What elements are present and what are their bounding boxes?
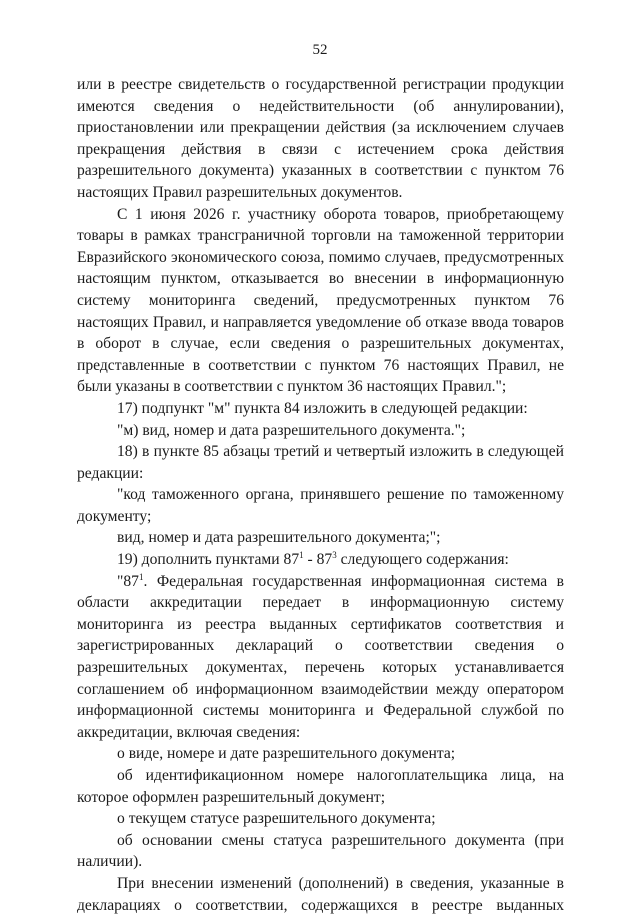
paragraph-text: следующего содержания:: [336, 551, 509, 569]
paragraph: вид, номер и дата разрешительного документа;";: [117, 529, 441, 547]
paragraph: об основании смены статуса разрешительного документа (при наличии).: [77, 831, 564, 871]
paragraph: [77, 571, 564, 744]
paragraph: или в реестре свидетельств о государственной регистрации продукции имеются сведения о недействительности (об аннулировании), приостановлении или прекращении действия (за исключением случаев прекращения действия в связи с истечением срока действия разрешительного документа) указанных в соответствии с пунктом 76 настоящих Правил разрешительных документов.: [77, 76, 564, 201]
paragraph: об идентификационном номере налогоплательщика лица, на которое оформлен разрешительный документ;: [77, 767, 564, 806]
paragraph-text: 19) дополнить пунктами 87: [117, 551, 300, 569]
superscript: 3: [332, 549, 337, 560]
paragraph: 18) в пункте 85 абзацы третий и четвертый изложить в следующей редакции:: [77, 443, 564, 482]
superscript: 1: [138, 571, 144, 582]
page-number: 52: [312, 42, 328, 58]
superscript: 1: [299, 549, 304, 560]
body-text: [77, 74, 564, 916]
paragraph: "код таможенного органа, принявшего решение по таможенному документу;: [77, 486, 564, 525]
paragraph: С 1 июня 2026 г. участнику оборота товаров, приобретающему товары в рамках трансграничной торговли на таможенной территории Евразийского экономического союза, помимо случаев, предусмотренных настоящим пунктом, отказывается во внесении в информационную систему мониторинга сведений, предусмотренных пунктом 76 настоящих Правил, и направляется уведомление об отказе ввода товаров в оборот в случае, если сведения о разрешительных документах, представленные в соответствии с пунктом 76 настоящих Правил, не были указаны в соответствии с пунктом 36 настоящих Правил.";: [77, 205, 564, 396]
paragraph: [77, 549, 564, 571]
paragraph-text: "87: [117, 572, 139, 590]
paragraph-text: . Федеральная государственная информационная система в области аккредитации передает в информационную систему мониторинга из реестра выданных сертификатов соответствия и зарегистрированных деклараций о соответствии сведения о разрешительных документах, перечень которых устанавливается соглашением об информационном взаимодействии между оператором информационной системы мониторинга и Федеральной службой по аккредитации, включая сведения:: [77, 572, 564, 741]
paragraph: о виде, номере и дате разрешительного документа;: [117, 745, 456, 763]
paragraph: "м) вид, номер и дата разрешительного документа.";: [117, 421, 466, 439]
paragraph: 17) подпункт "м" пункта 84 изложить в следующей редакции:: [117, 399, 528, 417]
paragraph: При внесении изменений (дополнений) в сведения, указанные в декларациях о соответствии, содержащихся в реестре выданных: [77, 874, 564, 914]
paragraph: о текущем статусе разрешительного документа;: [117, 810, 436, 828]
paragraph-text: - 87: [303, 551, 333, 569]
